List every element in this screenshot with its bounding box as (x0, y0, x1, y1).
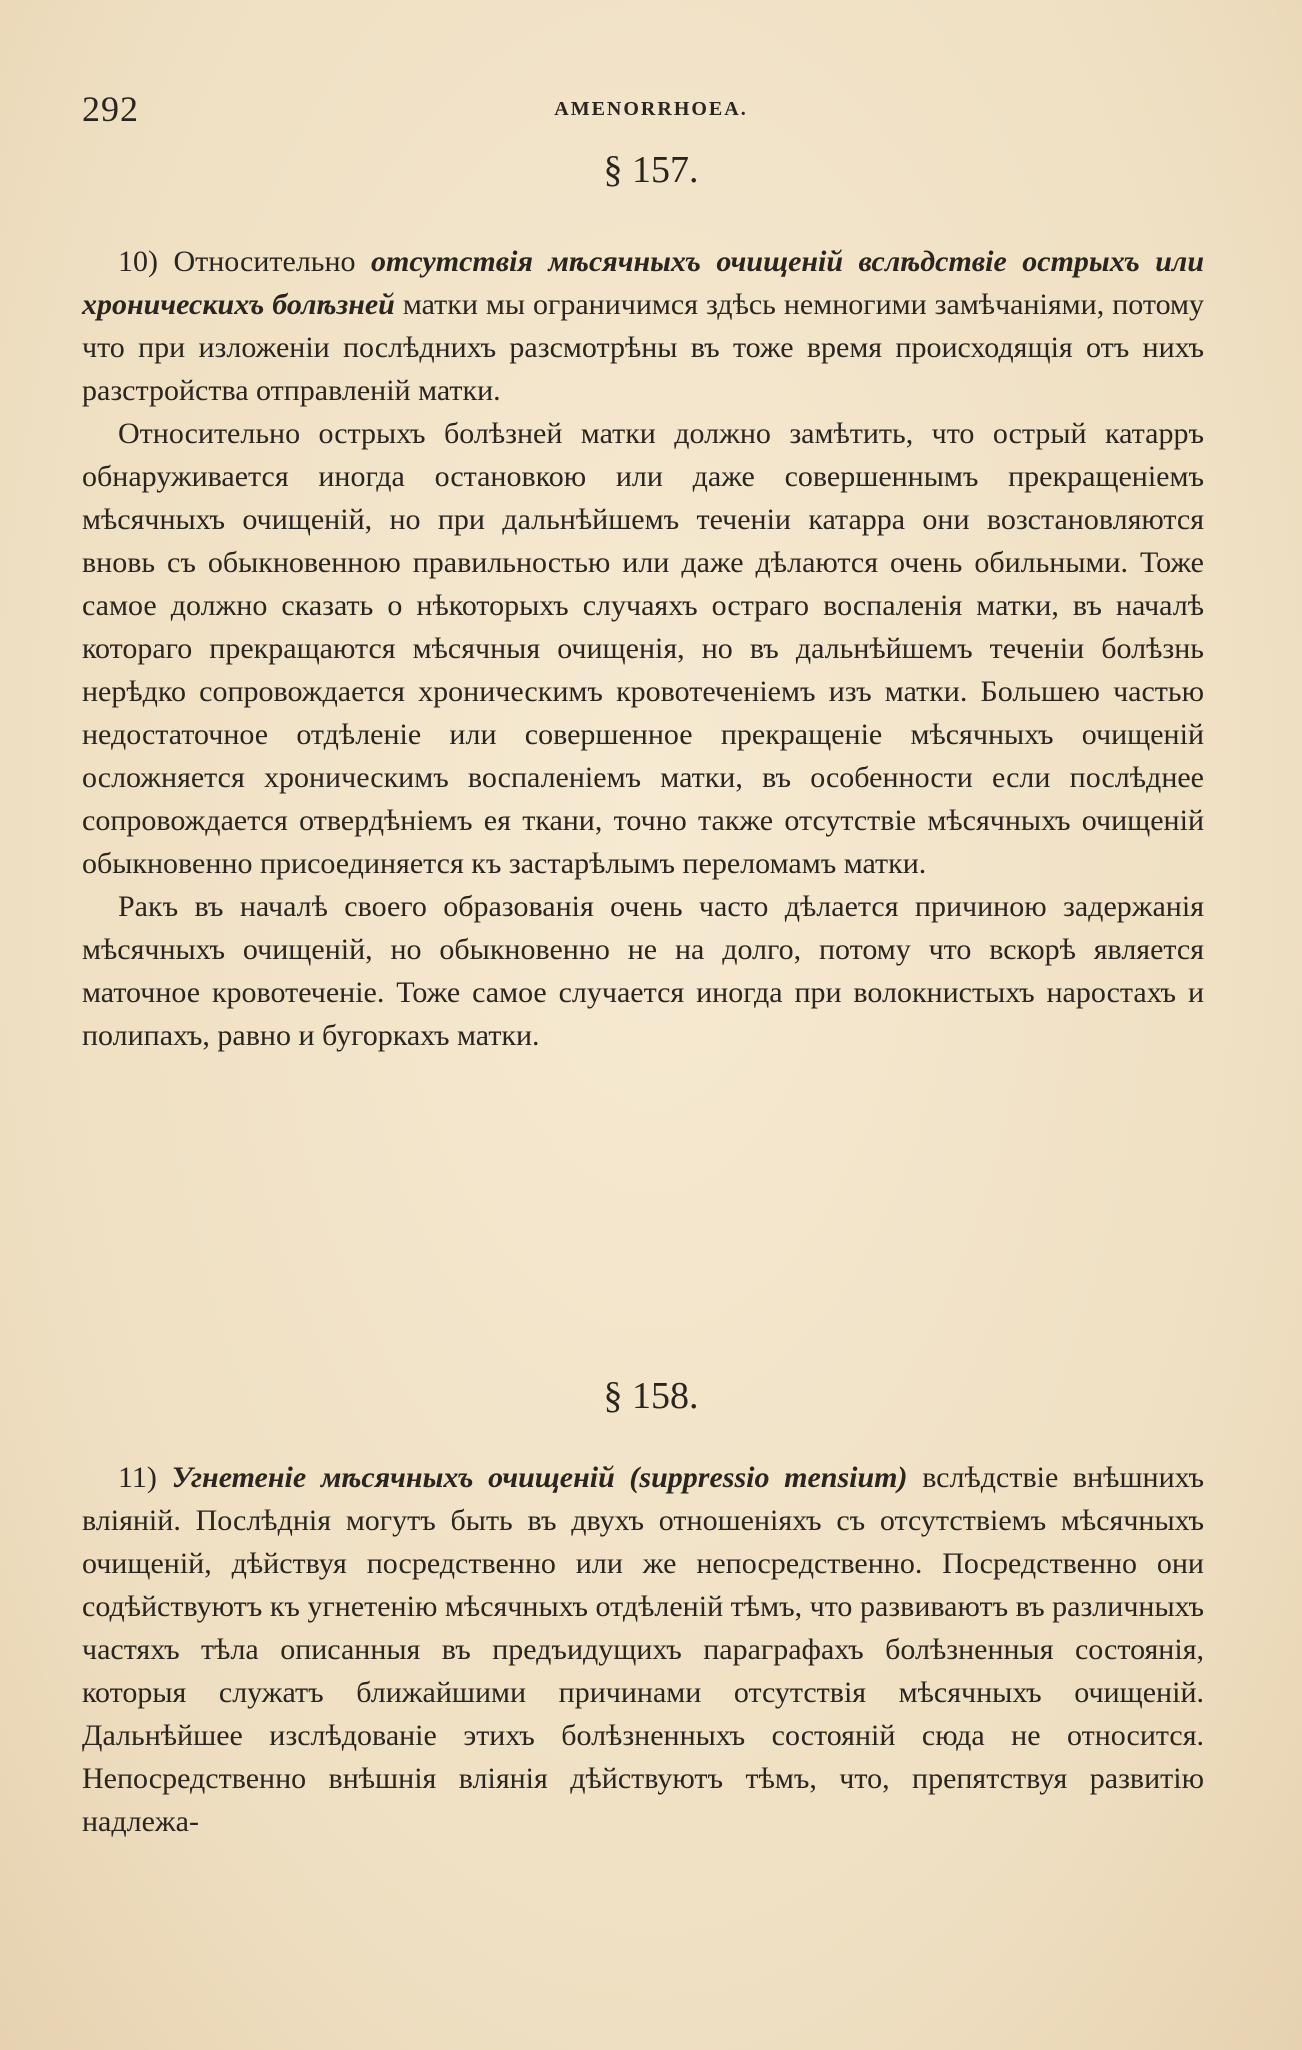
section-heading-158: § 158. (603, 1375, 699, 1417)
item-number: 10) (118, 245, 158, 278)
paragraph-text: матки мы ограничимся здѣсь немногими замѣчаніями, потому что при изложеніи послѣднихъ разсмотрѣны въ тоже время происходящія отъ нихъ разстройства отправленій матки. (82, 288, 1204, 407)
paragraph (82, 1456, 1204, 1843)
running-title: AMENORRHOEA. (554, 98, 748, 120)
paragraph-text: Относительно (173, 245, 356, 278)
paragraph (82, 240, 1204, 412)
paragraph-text: вслѣдствіе внѣшнихъ вліяній. Послѣднія могутъ быть въ двухъ отношеніяхъ съ отсутствіемъ мѣсячныхъ очищеній, дѣйствуя посредственно или же непосредственно. Посредственно они содѣйствуютъ къ угнетенію мѣсячныхъ отдѣленій тѣмъ, что развиваютъ въ различныхъ частяхъ тѣла описанныя въ предъидущихъ параграфахъ болѣзненныя состоянія, которыя служатъ ближайшими причинами отсутствія мѣсячныхъ очищеній. Дальнѣйшее изслѣдованіе этихъ болѣзненныхъ состояній сюда не относится. Непосредственно внѣшнія вліянія дѣйствуютъ тѣмъ, что, препятствуя развитію надлежа- (82, 1461, 1205, 1838)
item-number: 11) (118, 1461, 157, 1494)
emphasized-text: Угнетеніе мѣсячныхъ очищеній (suppressio mensium) (171, 1461, 908, 1494)
running-head (82, 88, 1220, 128)
section-157-text (82, 240, 1204, 1057)
emphasized-text: отсутствія мѣсячныхъ очищеній вслѣдствіе острыхъ или хроническихъ болѣзней (82, 245, 1205, 321)
page-number: 292 (82, 89, 139, 129)
section-158-text (82, 1456, 1204, 1843)
paragraph: Ракъ въ началѣ своего образованія очень часто дѣлается причиною задержанія мѣсячныхъ очищеній, но обыкновенно не на долго, потому что вскорѣ является маточное кровотеченіе. Тоже самое случается иногда при волокнистыхъ наростахъ и полипахъ, равно и бугоркахъ матки. (82, 890, 1204, 1052)
paragraph: Относительно острыхъ болѣзней матки должно замѣтить, что острый катарръ обнаруживается иногда остановкою или даже совершеннымъ прекращеніемъ мѣсячныхъ очищеній, но при дальнѣйшемъ теченіи катарра они возстановляются вновь съ обыкновенною правильностью или даже дѣлаются очень обильными. Тоже самое должно сказать о нѣкоторыхъ случаяхъ остраго воспаленія матки, въ началѣ котораго прекращаются мѣсячныя очищенія, но въ дальнѣйшемъ теченіи болѣзнь нерѣдко сопровождается хроническимъ кровотеченіемъ изъ матки. Большею частью недостаточное отдѣленіе или совершенное прекращеніе мѣсячныхъ очищеній осложняется хроническимъ воспаленіемъ матки, въ особенности если послѣднее сопровождается отвердѣніемъ ея ткани, точно также отсутствіе мѣсячныхъ очищеній обыкновенно присоединяется къ застарѣлымъ переломамъ матки. (82, 417, 1204, 880)
section-heading-157: § 157. (603, 149, 699, 191)
